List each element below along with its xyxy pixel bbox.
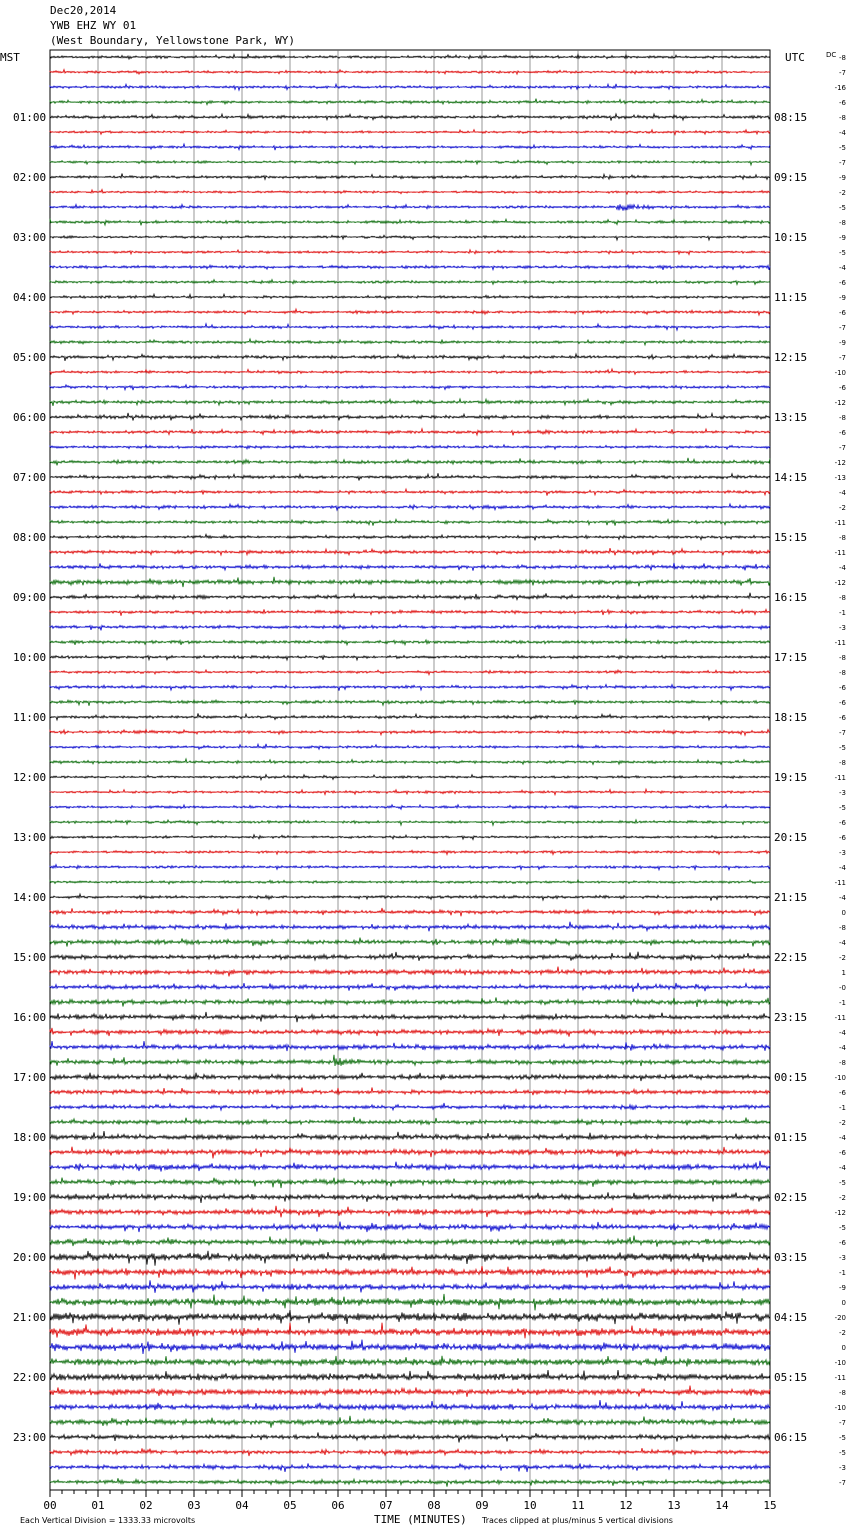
mst-hour-label: 16:00 (13, 1011, 47, 1024)
seismic-trace (50, 1103, 770, 1110)
dc-offset-label: -5 (839, 204, 846, 212)
dc-offset-label: -4 (839, 864, 846, 872)
right-axis-title: UTC (785, 51, 805, 64)
dc-offset-label: -20 (834, 1314, 846, 1322)
dc-offset-label: -13 (834, 474, 846, 482)
seismic-trace (50, 265, 770, 270)
dc-offset-label: -3 (839, 849, 846, 857)
seismic-trace (50, 804, 770, 809)
seismic-trace (50, 609, 770, 615)
seismic-trace (50, 700, 770, 706)
dc-offset-label: -6 (839, 834, 846, 842)
seismic-trace (50, 1055, 770, 1066)
dc-offset-label: -8 (839, 1389, 846, 1397)
dc-offset-label: 0 (841, 1344, 846, 1352)
mst-hour-label: 08:00 (13, 531, 47, 544)
dc-offset-label: -11 (834, 879, 846, 887)
seismic-trace (50, 820, 770, 826)
seismic-trace (50, 1432, 770, 1442)
dc-offset-label: -1 (839, 1269, 846, 1277)
utc-hour-label: 16:15 (774, 591, 808, 604)
seismic-trace (50, 1251, 770, 1266)
dc-offset-label: -4 (839, 129, 846, 137)
utc-hour-label: 17:15 (774, 651, 808, 664)
seismic-trace (50, 744, 770, 749)
dc-offset-label: -1 (839, 999, 846, 1007)
seismic-trace (50, 894, 770, 901)
mst-hour-label: 23:00 (13, 1431, 47, 1444)
seismic-trace (50, 519, 770, 525)
dc-offset-label: -9 (839, 294, 846, 302)
utc-hour-label: 03:15 (774, 1251, 808, 1264)
seismic-trace (50, 130, 770, 135)
dc-offset-label: -4 (839, 1134, 846, 1142)
seismic-trace (50, 1463, 770, 1472)
dc-offset-label: -11 (834, 639, 846, 647)
dc-offset-label: -6 (839, 1149, 846, 1157)
seismic-trace (50, 219, 770, 226)
seismic-trace (50, 1400, 770, 1410)
x-tick-label: 15 (763, 1499, 777, 1512)
x-tick-label: 01 (91, 1499, 105, 1512)
dc-offset-label: -8 (839, 759, 846, 767)
seismic-trace (50, 624, 770, 630)
mst-hour-label: 19:00 (13, 1191, 47, 1204)
dc-label: DC (826, 51, 837, 59)
dc-offset-label: -3 (839, 1254, 846, 1262)
dc-offset-label: -3 (839, 624, 846, 632)
seismic-trace (50, 473, 770, 480)
seismic-trace (50, 1161, 770, 1172)
dc-offset-label: -0 (839, 984, 846, 992)
seismic-trace (50, 429, 770, 436)
dc-offset-label: -6 (839, 714, 846, 722)
mst-hour-label: 05:00 (13, 351, 47, 364)
mst-hour-label: 11:00 (13, 711, 47, 724)
dc-offset-label: -5 (839, 1179, 846, 1187)
x-tick-label: 03 (187, 1499, 201, 1512)
dc-offset-label: 0 (841, 909, 846, 917)
dc-offset-label: -11 (834, 549, 846, 557)
dc-offset-label: -12 (834, 459, 846, 467)
x-tick-label: 05 (283, 1499, 297, 1512)
seismic-trace (50, 1356, 770, 1367)
utc-hour-label: 08:15 (774, 111, 808, 124)
dc-offset-label: -2 (839, 1119, 846, 1127)
dc-offset-label: -8 (839, 1059, 846, 1067)
seismic-trace (50, 458, 770, 466)
x-tick-label: 08 (427, 1499, 441, 1512)
utc-hour-label: 21:15 (774, 891, 808, 904)
seismic-trace (50, 952, 770, 961)
utc-hour-label: 10:15 (774, 231, 808, 244)
x-tick-label: 07 (379, 1499, 393, 1512)
seismic-trace (50, 639, 770, 645)
seismic-trace (50, 1178, 770, 1189)
seismic-trace (50, 190, 770, 195)
x-tick-label: 12 (619, 1499, 633, 1512)
dc-offset-label: -5 (839, 1434, 846, 1442)
dc-offset-label: -4 (839, 939, 846, 947)
dc-offset-label: -6 (839, 699, 846, 707)
seismic-trace (50, 144, 770, 150)
seismic-trace (50, 670, 770, 675)
mst-hour-label: 20:00 (13, 1251, 47, 1264)
utc-hour-label: 04:15 (774, 1311, 808, 1324)
seismic-trace (50, 880, 770, 884)
left-axis-title: MST (0, 51, 20, 64)
seismic-trace (50, 280, 770, 285)
mst-hour-label: 15:00 (13, 951, 47, 964)
seismic-trace (50, 294, 770, 299)
seismic-trace (50, 1310, 770, 1325)
utc-hour-label: 00:15 (774, 1071, 808, 1084)
dc-offset-label: -11 (834, 1014, 846, 1022)
dc-offset-label: -5 (839, 1224, 846, 1232)
mst-hour-label: 17:00 (13, 1071, 47, 1084)
x-tick-label: 04 (235, 1499, 249, 1512)
dc-offset-label: -2 (839, 504, 846, 512)
seismic-trace (50, 922, 770, 932)
dc-offset-label: -12 (834, 579, 846, 587)
seismic-trace (50, 1147, 770, 1159)
dc-offset-label: -7 (839, 1419, 846, 1427)
seismic-trace (50, 548, 770, 555)
utc-hour-label: 23:15 (774, 1011, 808, 1024)
dc-offset-label: -4 (839, 894, 846, 902)
mst-hour-label: 10:00 (13, 651, 47, 664)
dc-offset-label: 0 (841, 1299, 846, 1307)
seismic-trace (50, 99, 770, 105)
dc-offset-label: -8 (839, 654, 846, 662)
dc-offset-label: -10 (834, 1404, 846, 1412)
x-tick-label: 00 (43, 1499, 57, 1512)
seismic-trace (50, 250, 770, 255)
dc-offset-label: -6 (839, 684, 846, 692)
dc-offset-label: -5 (839, 144, 846, 152)
seismic-trace (50, 1323, 770, 1339)
seismic-trace (50, 1280, 770, 1293)
seismic-trace (50, 1028, 770, 1037)
mst-hour-label: 09:00 (13, 591, 47, 604)
dc-offset-label: -5 (839, 249, 846, 257)
seismic-trace (50, 235, 770, 240)
seismic-trace (50, 174, 770, 180)
dc-offset-label: -4 (839, 1029, 846, 1037)
dc-offset-label: -9 (839, 1284, 846, 1292)
seismic-trace (50, 1386, 770, 1397)
seismic-trace (50, 967, 770, 977)
mst-hour-label: 01:00 (13, 111, 47, 124)
header-station: YWB EHZ WY 01 (50, 19, 137, 32)
mst-hour-label: 14:00 (13, 891, 47, 904)
seismic-trace (50, 1448, 770, 1456)
dc-offset-label: -7 (839, 159, 846, 167)
x-tick-label: 06 (331, 1499, 345, 1512)
mst-hour-label: 21:00 (13, 1311, 47, 1324)
utc-hour-label: 20:15 (774, 831, 808, 844)
utc-hour-label: 15:15 (774, 531, 808, 544)
seismic-trace (50, 577, 770, 587)
mst-hour-label: 03:00 (13, 231, 47, 244)
dc-offset-label: -2 (839, 1194, 846, 1202)
utc-hour-label: 22:15 (774, 951, 808, 964)
seismic-trace (50, 850, 770, 854)
dc-offset-label: -7 (839, 1479, 846, 1487)
seismic-trace (50, 865, 770, 870)
mst-hour-label: 13:00 (13, 831, 47, 844)
dc-offset-label: -5 (839, 804, 846, 812)
dc-offset-label: -6 (839, 1239, 846, 1247)
utc-hour-label: 11:15 (774, 291, 808, 304)
seismic-trace (50, 983, 770, 992)
seismic-trace (50, 413, 770, 421)
x-tick-label: 09 (475, 1499, 489, 1512)
dc-offset-label: -8 (839, 534, 846, 542)
dc-offset-label: -4 (839, 489, 846, 497)
seismic-trace (50, 1266, 770, 1280)
seismic-trace (50, 835, 770, 840)
seismic-trace (50, 534, 770, 540)
dc-offset-label: -1 (839, 609, 846, 617)
utc-hour-label: 13:15 (774, 411, 808, 424)
utc-hour-label: 12:15 (774, 351, 808, 364)
seismic-trace (50, 84, 770, 90)
utc-hour-label: 18:15 (774, 711, 808, 724)
dc-offset-label: -6 (839, 429, 846, 437)
seismic-trace (50, 1117, 770, 1126)
utc-hour-label: 09:15 (774, 171, 808, 184)
dc-offset-label: -1 (839, 1104, 846, 1112)
dc-offset-label: -2 (839, 954, 846, 962)
seismic-trace (50, 997, 770, 1007)
seismic-trace (50, 593, 770, 600)
seismic-trace (50, 1192, 770, 1203)
seismic-trace (50, 1478, 770, 1487)
seismic-trace (50, 759, 770, 765)
dc-offset-label: 1 (841, 969, 846, 977)
seismic-trace (50, 1131, 770, 1140)
dc-offset-label: -4 (839, 1044, 846, 1052)
x-axis-title: TIME (MINUTES) (374, 1513, 467, 1526)
dc-offset-label: -7 (839, 69, 846, 77)
dc-offset-label: -8 (839, 219, 846, 227)
dc-offset-label: -7 (839, 729, 846, 737)
dc-offset-label: -2 (839, 1329, 846, 1337)
dc-offset-label: -9 (839, 339, 846, 347)
dc-offset-label: -8 (839, 594, 846, 602)
utc-hour-label: 02:15 (774, 1191, 808, 1204)
seismic-trace (50, 1294, 770, 1311)
dc-offset-label: -11 (834, 519, 846, 527)
seismic-trace (50, 730, 770, 736)
dc-offset-label: -2 (839, 189, 846, 197)
dc-offset-label: -4 (839, 264, 846, 272)
footer-right-note: Traces clipped at plus/minus 5 vertical divisions (482, 1516, 673, 1525)
dc-offset-label: -8 (839, 924, 846, 932)
seismic-trace (50, 399, 770, 406)
dc-offset-label: -11 (834, 1374, 846, 1382)
seismic-trace (50, 339, 770, 345)
utc-hour-label: 05:15 (774, 1371, 808, 1384)
dc-offset-label: -7 (839, 324, 846, 332)
seismic-trace (50, 445, 770, 449)
dc-offset-label: -12 (834, 1209, 846, 1217)
seismic-trace (50, 685, 770, 691)
utc-hour-label: 14:15 (774, 471, 808, 484)
seismic-trace (50, 504, 770, 510)
dc-offset-label: -11 (834, 774, 846, 782)
seismic-trace (50, 775, 770, 780)
seismic-trace (50, 1370, 770, 1381)
seismic-trace (50, 309, 770, 315)
seismic-trace (50, 789, 770, 795)
seismic-trace (50, 1416, 770, 1428)
dc-offset-label: -4 (839, 564, 846, 572)
seismic-trace (50, 385, 770, 390)
seismic-trace (50, 54, 770, 59)
x-tick-label: 11 (571, 1499, 585, 1512)
dc-offset-label: -10 (834, 369, 846, 377)
seismic-trace (50, 204, 770, 210)
seismic-trace (50, 70, 770, 75)
header-location: (West Boundary, Yellowstone Park, WY) (50, 34, 296, 47)
dc-offset-label: -8 (839, 114, 846, 122)
dc-offset-label: -6 (839, 1089, 846, 1097)
dc-offset-label: -6 (839, 309, 846, 317)
dc-offset-label: -8 (839, 669, 846, 677)
mst-hour-label: 04:00 (13, 291, 47, 304)
seismic-trace (50, 1041, 770, 1051)
seismic-trace (50, 369, 770, 374)
mst-hour-label: 07:00 (13, 471, 47, 484)
dc-offset-label: -10 (834, 1359, 846, 1367)
seismic-trace (50, 1088, 770, 1096)
seismic-trace (50, 713, 770, 720)
dc-offset-label: -10 (834, 1074, 846, 1082)
mst-hour-label: 22:00 (13, 1371, 47, 1384)
dc-offset-label: -6 (839, 99, 846, 107)
dc-offset-label: -5 (839, 1449, 846, 1457)
mst-hour-label: 02:00 (13, 171, 47, 184)
utc-hour-label: 19:15 (774, 771, 808, 784)
seismic-trace (50, 655, 770, 660)
seismic-trace (50, 114, 770, 121)
utc-hour-label: 06:15 (774, 1431, 808, 1444)
dc-offset-label: -6 (839, 819, 846, 827)
seismic-trace (50, 1012, 770, 1022)
dc-offset-label: -9 (839, 174, 846, 182)
mst-hour-label: 18:00 (13, 1131, 47, 1144)
dc-offset-label: -7 (839, 354, 846, 362)
seismic-trace (50, 354, 770, 361)
dc-offset-label: -5 (839, 744, 846, 752)
dc-offset-label: -6 (839, 384, 846, 392)
seismic-trace (50, 563, 770, 571)
dc-offset-label: -8 (839, 54, 846, 62)
dc-offset-label: -9 (839, 234, 846, 242)
dc-offset-label: -6 (839, 279, 846, 287)
dc-offset-label: -8 (839, 414, 846, 422)
seismic-trace (50, 1340, 770, 1354)
x-tick-label: 13 (667, 1499, 681, 1512)
mst-hour-label: 06:00 (13, 411, 47, 424)
dc-offset-label: -7 (839, 444, 846, 452)
mst-hour-label: 12:00 (13, 771, 47, 784)
seismic-trace (50, 160, 770, 165)
x-tick-label: 02 (139, 1499, 153, 1512)
x-tick-label: 10 (523, 1499, 537, 1512)
seismic-trace (50, 908, 770, 916)
utc-hour-label: 01:15 (774, 1131, 808, 1144)
seismic-trace (50, 938, 770, 947)
seismic-trace (50, 489, 770, 496)
dc-offset-label: -16 (834, 84, 846, 92)
dc-offset-label: -12 (834, 399, 846, 407)
footer-left-note: Each Vertical Division = 1333.33 microvolts (20, 1516, 196, 1525)
seismic-trace (50, 1073, 770, 1081)
seismic-trace (50, 1236, 770, 1247)
header-date: Dec20,2014 (50, 4, 117, 17)
dc-offset-label: -3 (839, 789, 846, 797)
seismic-trace (50, 324, 770, 331)
seismic-trace (50, 1206, 770, 1218)
dc-offset-label: -3 (839, 1464, 846, 1472)
dc-offset-label: -4 (839, 1164, 846, 1172)
seismic-trace (50, 1222, 770, 1233)
x-tick-label: 14 (715, 1499, 729, 1512)
